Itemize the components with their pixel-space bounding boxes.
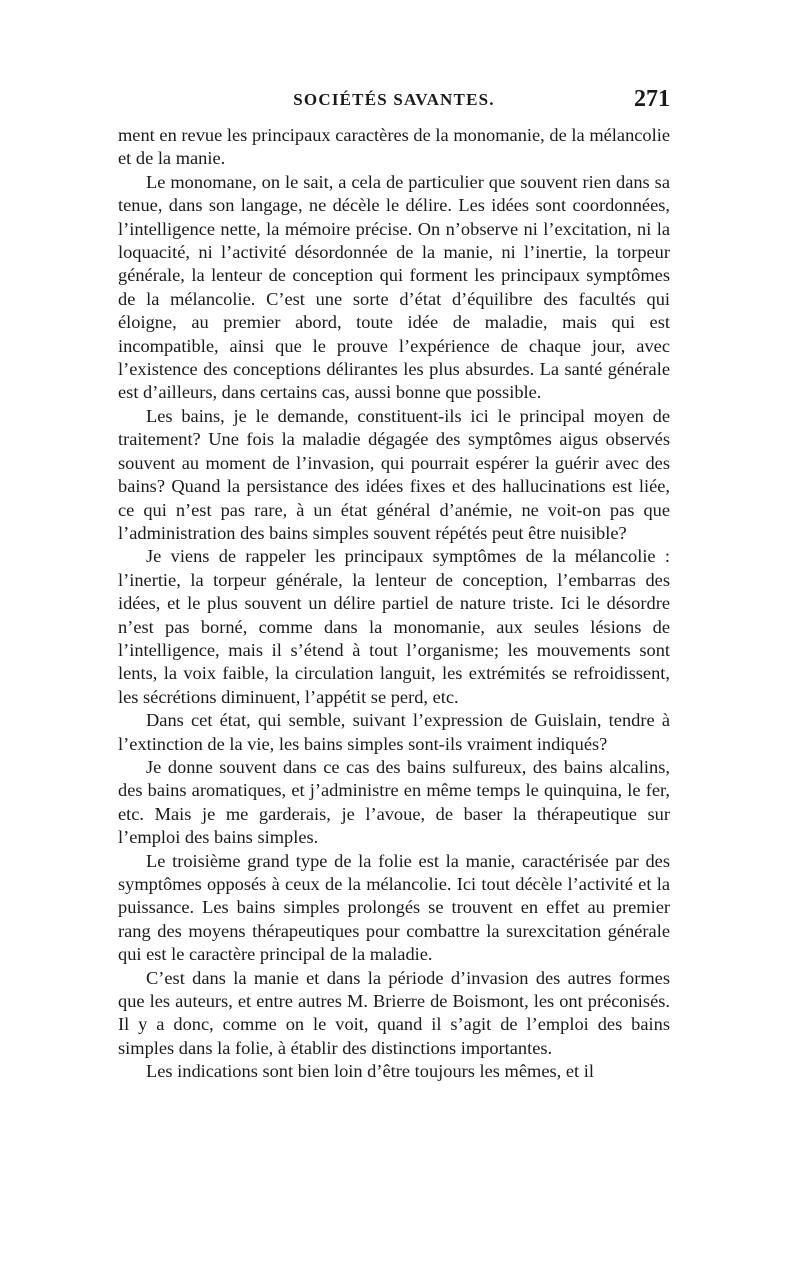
body-text	[118, 124, 670, 1084]
paragraph: Je donne souvent dans ce cas des bains sulfureux, des bains alcalins, des bains aromatiques, et j’administre en même temps le quinquina, le fer, etc. Mais je me garderais, je l’avoue, de baser la thérapeutique sur l’emploi des bains simples.	[118, 756, 670, 848]
running-head	[118, 86, 670, 122]
paragraph: Le troisième grand type de la folie est la manie, caractérisée par des symptômes opposés à ceux de la mélancolie. Ici tout décèle l’activité et la puissance. Les bains simples prolongés se trouvent en effet au premier rang des moyens thérapeutiques pour combattre la surexcitation générale qui est le caractère principal de la maladie.	[118, 850, 670, 965]
running-title: SOCIÉTÉS SAVANTES.	[293, 90, 495, 109]
paragraph: Les indications sont bien loin d’être toujours les mêmes, et il	[146, 1061, 594, 1082]
paragraph: Je viens de rappeler les principaux symptômes de la mélancolie : l’inertie, la torpeur générale, la lenteur de conception, l’embarras des idées, et le plus souvent un délire partiel de nature triste. Ici le désordre n’est pas borné, comme dans la monomanie, aux seules lésions de l’intelligence, mais il s’étend à tout l’organisme; les mouvements sont lents, la voix faible, la circulation languit, les extrémités se refroidissent, les sécrétions diminuent, l’appétit se perd, etc.	[118, 546, 670, 707]
paragraph: Dans cet état, qui semble, suivant l’expression de Guislain, tendre à l’extinction de la vie, les bains simples sont-ils vraiment indiqués?	[118, 710, 670, 754]
paragraph: Les bains, je le demande, constituent-ils ici le principal moyen de traitement? Une fois la maladie dégagée des symptômes aigus observés souvent au moment de l’invasion, qui pourrait espérer la guérir avec des bains? Quand la persistance des idées fixes et des hallucinations est liée, ce qui n’est pas rare, à un état général d’anémie, ne voit-on pas que l’administration des bains simples souvent répétés peut être nuisible?	[118, 405, 670, 543]
page-number: 271	[634, 86, 670, 112]
paragraph: C’est dans la manie et dans la période d’invasion des autres formes que les auteurs, et entre autres M. Brierre de Boismont, les ont préconisés. Il y a donc, comme on le voit, quand il s’agit de l’emploi des bains simples dans la folie, à établir des distinctions importantes.	[118, 967, 670, 1058]
paragraph: Le monomane, on le sait, a cela de particulier que souvent rien dans sa tenue, dans son langage, ne décèle le délire. Les idées sont coordonnées, l’intelligence nette, la mémoire précise. On n’observe ni l’excitation, ni la loquacité, ni l’activité désordonnée de la manie, ni l’inertie, la torpeur générale, la lenteur de conception qui forment les principaux symptômes de la mélancolie. C’est une sorte d’état d’équilibre des facultés qui éloigne, au premier abord, toute idée de maladie, mais qui est incompatible, ainsi que le prouve l’expérience de chaque jour, avec l’existence des conceptions délirantes les plus absurdes. La santé générale est d’ailleurs, dans certains cas, aussi bonne que possible.	[118, 171, 670, 403]
paragraph: ment en revue les principaux caractères de la monomanie, de la mélancolie et de la manie.	[118, 125, 670, 169]
